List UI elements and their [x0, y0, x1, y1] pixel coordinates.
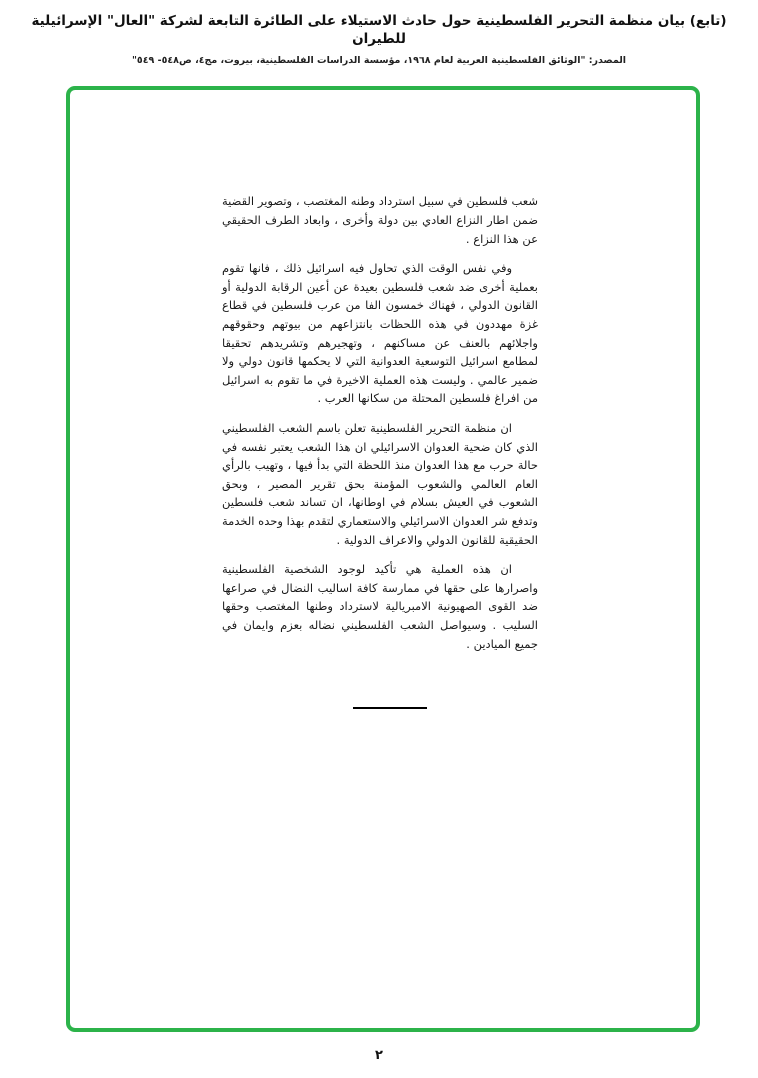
- header-title: (تابع) بيان منظمة التحرير الفلسطينية حول حادث الاستيلاء على الطائرة التابعة لشركة "العال" الإسرائيلية للطيران: [31, 13, 727, 48]
- paragraph-continuation: شعب فلسطين في سبيل استرداد وطنه المغتصب ، وتصوير القضية ضمن اطار النزاع العادي بين دولة وأخرى ، وابعاد الطرف الحقيقي عن هذا النزاع .: [222, 194, 538, 246]
- paragraph: وفي نفس الوقت الذي تحاول فيه اسرائيل ذلك ، فانها تقوم بعملية أخرى ضد شعب فلسطين بعيدة عن أعين الرقابة الدولية أو القانون الدولي ، فهناك خمسون الفا من عرب فلسطين في قطاع غزة مهددون في هذه اللحظات بانتزاعهم من بيوتهم وحقوقهم واجلائهم بالعنف عن مساكنهم ، وتهجيرهم وتشريدهم تحقيقا لمطامع اسرائيل التوسعية العدوانية التي لا يحكمها قانون دولي ولا ضمير عالمي . وليست هذه العملية الاخيرة في ما تقوم به اسرائيل من افراغ فلسطين المحتلة من سكانها العرب .: [222, 261, 538, 406]
- paragraph: ان منظمة التحرير الفلسطينية تعلن باسم الشعب الفلسطيني الذي كان ضحية العدوان الاسرائيلي ان هذا الشعب يعتبر نفسه في حالة حرب مع هذا العدوان منذ اللحظة التي بدأ فيها ، وتهيب بالرأي العام العالمي والشعوب المؤمنة بحق تقرير المصير ، وبحق الشعوب في العيش بسلام في اوطانها، ان تساند شعب فلسطين وتدفع شر العدوان الاسرائيلي والاستعماري لتقدم بهذا وحده الخدمة الحقيقية للقانون الدولي والاعراف الدولية .: [222, 420, 538, 547]
- header-source-line: المصدر: "الوثائق الفلسطينية العربية لعام ١٩٦٨، مؤسسة الدراسات الفلسطينية، بيروت، مج٤، ص٥٤٨- ٥٤٩": [131, 55, 627, 67]
- page-number: ٢: [375, 1048, 383, 1064]
- scan-border: [66, 86, 700, 1032]
- scanned-text-block: [222, 192, 538, 653]
- paragraph: ان هذه العملية هي تأكيد لوجود الشخصية الفلسطينية واصرارها على حقها في ممارسة كافة اساليب النضال في صراعها ضد القوى الصهيونية الامبريالية لاسترداد وطنها المغتصب وحقها السليب . وسيواصل الشعب الفلسطيني نضاله بعزم وايمان في جميع الميادين .: [222, 562, 538, 651]
- document-header: [0, 0, 758, 66]
- separator-line: [353, 707, 427, 709]
